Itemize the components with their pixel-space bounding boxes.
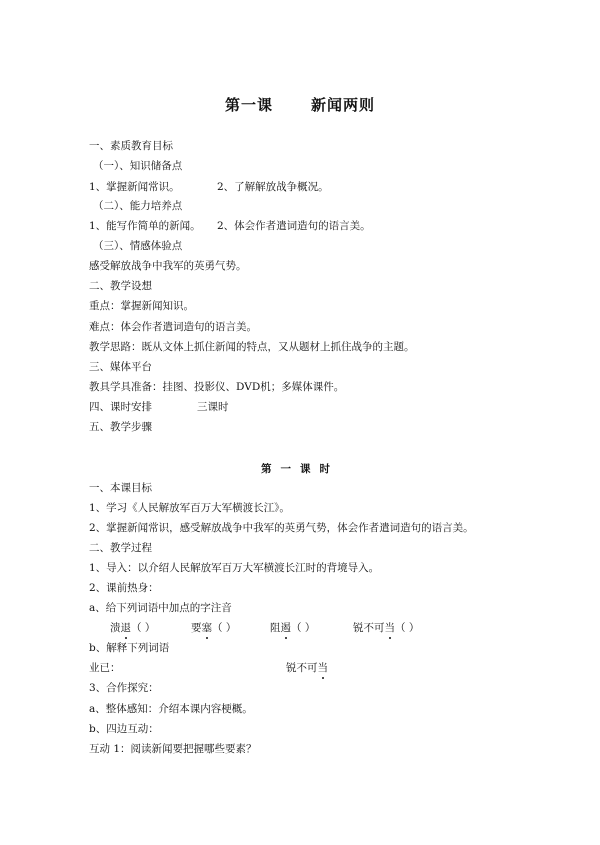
lesson1-step2: 2、课前热身： [89,582,159,594]
term-row [89,661,328,675]
sub2-item2: 2、体会作者遣词造句的语言美。 [217,220,371,232]
title-topic: 新闻两则 [311,96,376,114]
section2-idea: 教学思路：既从文体上抓住新闻的特点，又从题材上抓住战争的主题。 [89,341,415,353]
lesson1-interact1: 互动 1：阅读新闻要把握哪些要素？ [89,743,257,755]
section3-tools: 教具学具准备：挂图、投影仪、DVD机；多媒体课件。 [89,381,345,393]
lesson1-step1: 1、导入：以介绍人民解放军百万大军横渡长江时的背境导入。 [89,562,380,574]
word-item: 阻遏（ ） [270,622,316,634]
lesson1-step3b: b、四边互动： [89,723,159,735]
section2-heading: 二、教学设想 [89,280,152,292]
section1-sub1: （一）、知识储备点 [93,160,183,172]
section3-heading: 三、媒体平台 [89,361,152,373]
word-item: 锐不可当（ ） [353,622,420,634]
title-lesson: 第一课 [224,96,273,114]
section1-sub2: （二）、能力培养点 [93,200,183,212]
page-title [0,94,600,115]
section1-heading: 一、素质教育目标 [89,140,173,152]
lesson1-goal-heading: 一、本课目标 [89,482,152,494]
section1-sub3: （三）、情感体验点 [93,240,183,252]
section4-heading: 四、课时安排 [89,401,152,413]
lesson1-goal2: 2、掌握新闻常识，感受解放战争中我军的英勇气势，体会作者遣词造句的语言美。 [89,522,474,534]
lesson1-step3: 3、合作探究： [89,682,159,694]
section4-value: 三课时 [197,401,229,413]
term2: 锐不可当 [286,662,328,674]
section2-focus: 重点：掌握新闻知识。 [89,300,194,312]
term1: 业已： [89,662,121,674]
sub1-item2: 2、了解解放战争概况。 [217,181,329,193]
lesson1-step3a: a、整体感知：介绍本课内容梗概。 [89,703,253,715]
section1-sub2-items [89,219,371,233]
lesson1-step2a: a、给下列词语中加点的字注音 [89,602,232,614]
sub2-item1: 1、能写作简单的新闻。 [89,220,201,232]
lesson1-title: 第一课时 [261,463,339,475]
word-item: 要塞（ ） [191,622,237,634]
section2-difficulty: 难点：体会作者遣词造句的语言美。 [89,321,257,333]
lesson1-process-heading: 二、教学过程 [89,542,152,554]
section1-sub1-items [89,180,329,194]
sub1-item1: 1、掌握新闻常识。 [89,181,180,193]
word-item: 溃退（ ） [110,622,156,634]
section4-row [89,400,229,414]
lesson1-step2b: b、解释下列词语 [89,642,170,654]
section5-heading: 五、教学步骤 [89,421,152,433]
section1-sub3-text: 感受解放战争中我军的英勇气势。 [89,260,247,272]
lesson1-goal1: 1、学习《人民解放军百万大军横渡长江》。 [89,502,290,514]
